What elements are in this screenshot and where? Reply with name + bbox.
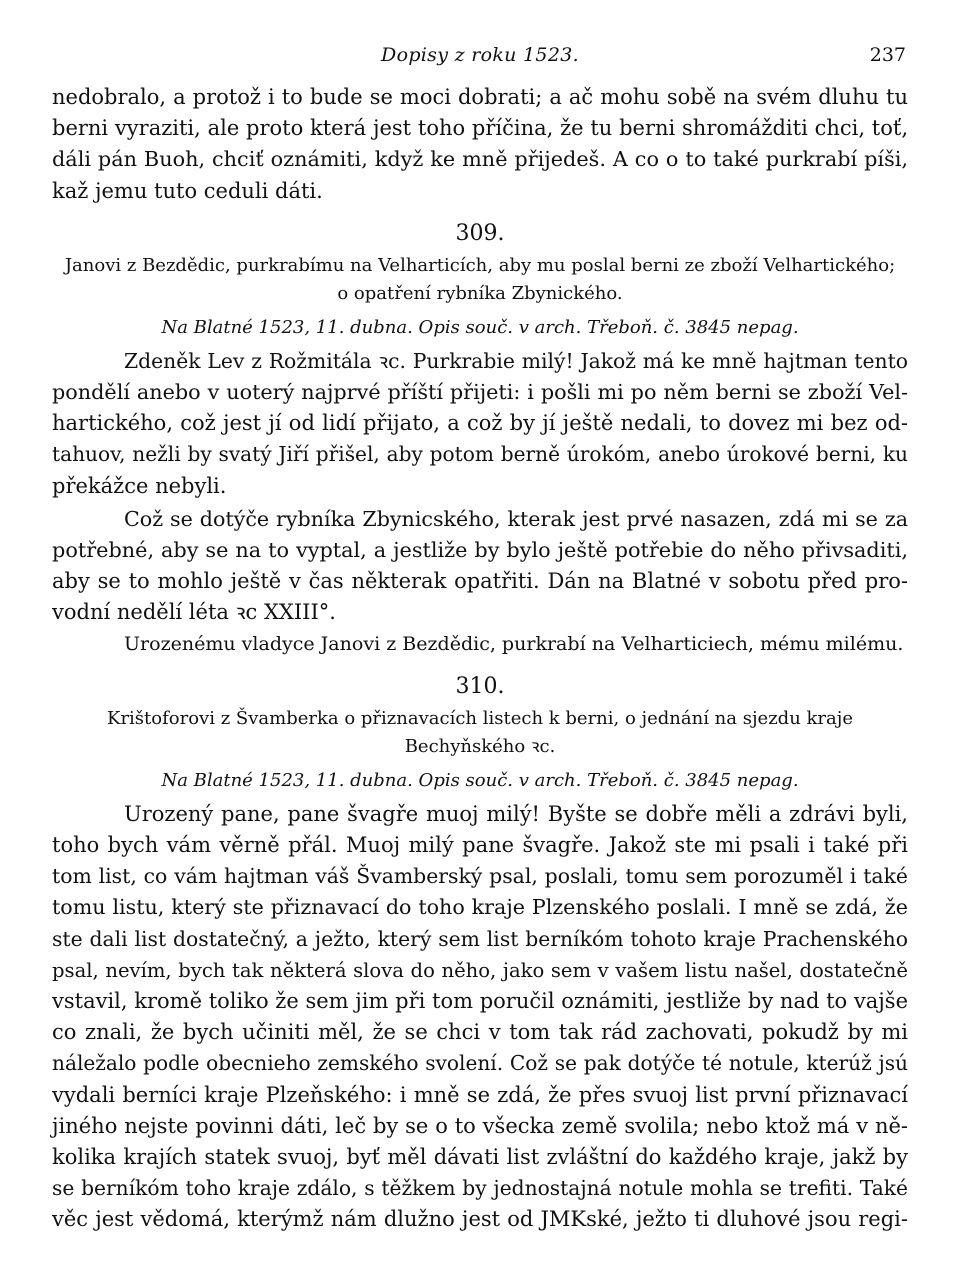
page-number: 237 [869,44,906,66]
document-310 [52,674,908,1236]
text-line: kolika krajích statek svuoj, byť měl dávati list zvláštní do každého kraje, jakž by [52,1145,908,1170]
text-line: věc jest vědomá, kterýmž nám dlužno jest od JMKské, ježto ti dluhové jsou regi- [52,1207,908,1232]
text-line: dáli pán Buoh, chciť oznámiti, když ke mně přijedeš. A co o to také purkrabí píši, [52,147,908,172]
document-page [52,44,908,1236]
text-line: toho bych vám věrně přál. Muoj milý pane švagře. Jakož ste mi psali i také při [52,833,908,858]
text-line: vstavil, kromě toliko že sem jim při tom poručil oznámiti, jestliže by nad to vajše [52,989,908,1014]
text-line: psal, nevím, bych tak některá slova do něho, jako sem v vašem listu našel, dostatečně [52,958,908,982]
letter-paragraph [52,799,908,1236]
text-line: Zdeněk Lev z Rožmitála ꝛc. Purkrabie milý! Jakož má ke mně hajtman tento [124,348,908,373]
text-line: tomu listu, který ste přiznavací do toho kraje Plzenského poslali. I mně se zdá, že [52,895,908,920]
document-regest-line: Krištoforovi z Švamberka o přiznavacích listech k berni, o jednání na sjezdu kraje [107,707,853,729]
document-regest-line: Janovi z Bezdědic, purkrabímu na Velharticích, aby mu poslal berni ze zboží Velhartického; [64,254,896,276]
page-header [52,44,908,80]
text-line: náležalo podle obecnieho zemského svolení. Což se pak dotýče té notule, kterúž jsú [52,1051,908,1076]
text-line: jiného nejste povinni dáti, leč by se o to všecka země svolila; nebo ktož má v ně- [52,1113,908,1138]
text-line: Urozený pane, pane švagře muoj milý! Byšte se dobře měli a zdrávi byli, [124,801,908,826]
text-line: kaž jemu tuto ceduli dáti. [52,178,323,203]
letter-address: Urozenému vladyce Janovi z Bezdědic, purkrabí na Velharticiech, mému milému. [124,632,904,655]
text-line: hartického, což jest jí od lidí přijato, a což by jí ještě nedali, to dovez mi bez od- [52,411,908,436]
text-line: vydali berníci kraje Plzeňského: i mně se zdá, že přes svuoj list první přiznavací [52,1082,908,1107]
running-title: Dopisy z roku 1523. [381,44,579,66]
text-line: aby se to mohlo ještě v čas některak opatřiti. Dán na Blatné v sobotu před pro- [52,569,908,594]
text-line: vodní nedělí léta ꝛc XXIII°. [52,600,336,625]
document-number: 309. [455,220,505,246]
document-number: 310. [455,673,505,699]
text-line: nedobralo, a protož i to bude se moci dobrati; a ač mohu sobě na svém dluhu tu [52,85,908,109]
text-line: potřebné, aby se na to vyptal, a jestliže by bylo ještě potřebie do něho přivsaditi, [52,538,908,563]
text-line: tom list, co vám hajtman váš Švamberský psal, poslali, tomu sem porozuměl i také [52,864,908,889]
text-line: berni vyraziti, ale proto která jest toho příčina, že tu berni shromážditi chci, toť, [52,116,908,141]
text-line: tahuov, nežli by svatý Jiří přišel, aby potom berně úrokóm, anebo úrokové berni, ku [52,442,908,467]
text-line: překážce nebyli. [52,473,227,498]
text-line: se berníkóm toho kraje zdálo, s těžkem by jednostajná notule mohla se trefiti. Také [52,1176,908,1201]
document-regest-line: o opatření rybníka Zbynického. [337,282,623,304]
intro-paragraph [52,82,908,207]
document-regest-line: Bechyňského ꝛc. [404,735,556,757]
text-line: pondělí anebo v uoterý najprvé příští přijeti: i pošli mi po něm berni se zboží Vel- [52,380,908,405]
text-line: Což se dotýče rybníka Zbynicského, kterak jest prvé nasazen, zdá mi se za [124,506,908,531]
document-source: Na Blatné 1523, 11. dubna. Opis souč. v arch. Třeboň. č. 3845 nepag. [161,769,799,791]
document-309 [52,221,908,660]
text-line: co znali, že bych učiniti měl, že se chci v tom tak rád zachovati, pokudž by mi [52,1020,908,1045]
letter-paragraph [52,346,908,502]
letter-paragraph [52,504,908,629]
document-source: Na Blatné 1523, 11. dubna. Opis souč. v arch. Třeboň. č. 3845 nepag. [161,316,799,338]
text-line: ste dali list dostatečný, a ježto, který sem list berníkóm tohoto kraje Prachenského [52,926,908,951]
